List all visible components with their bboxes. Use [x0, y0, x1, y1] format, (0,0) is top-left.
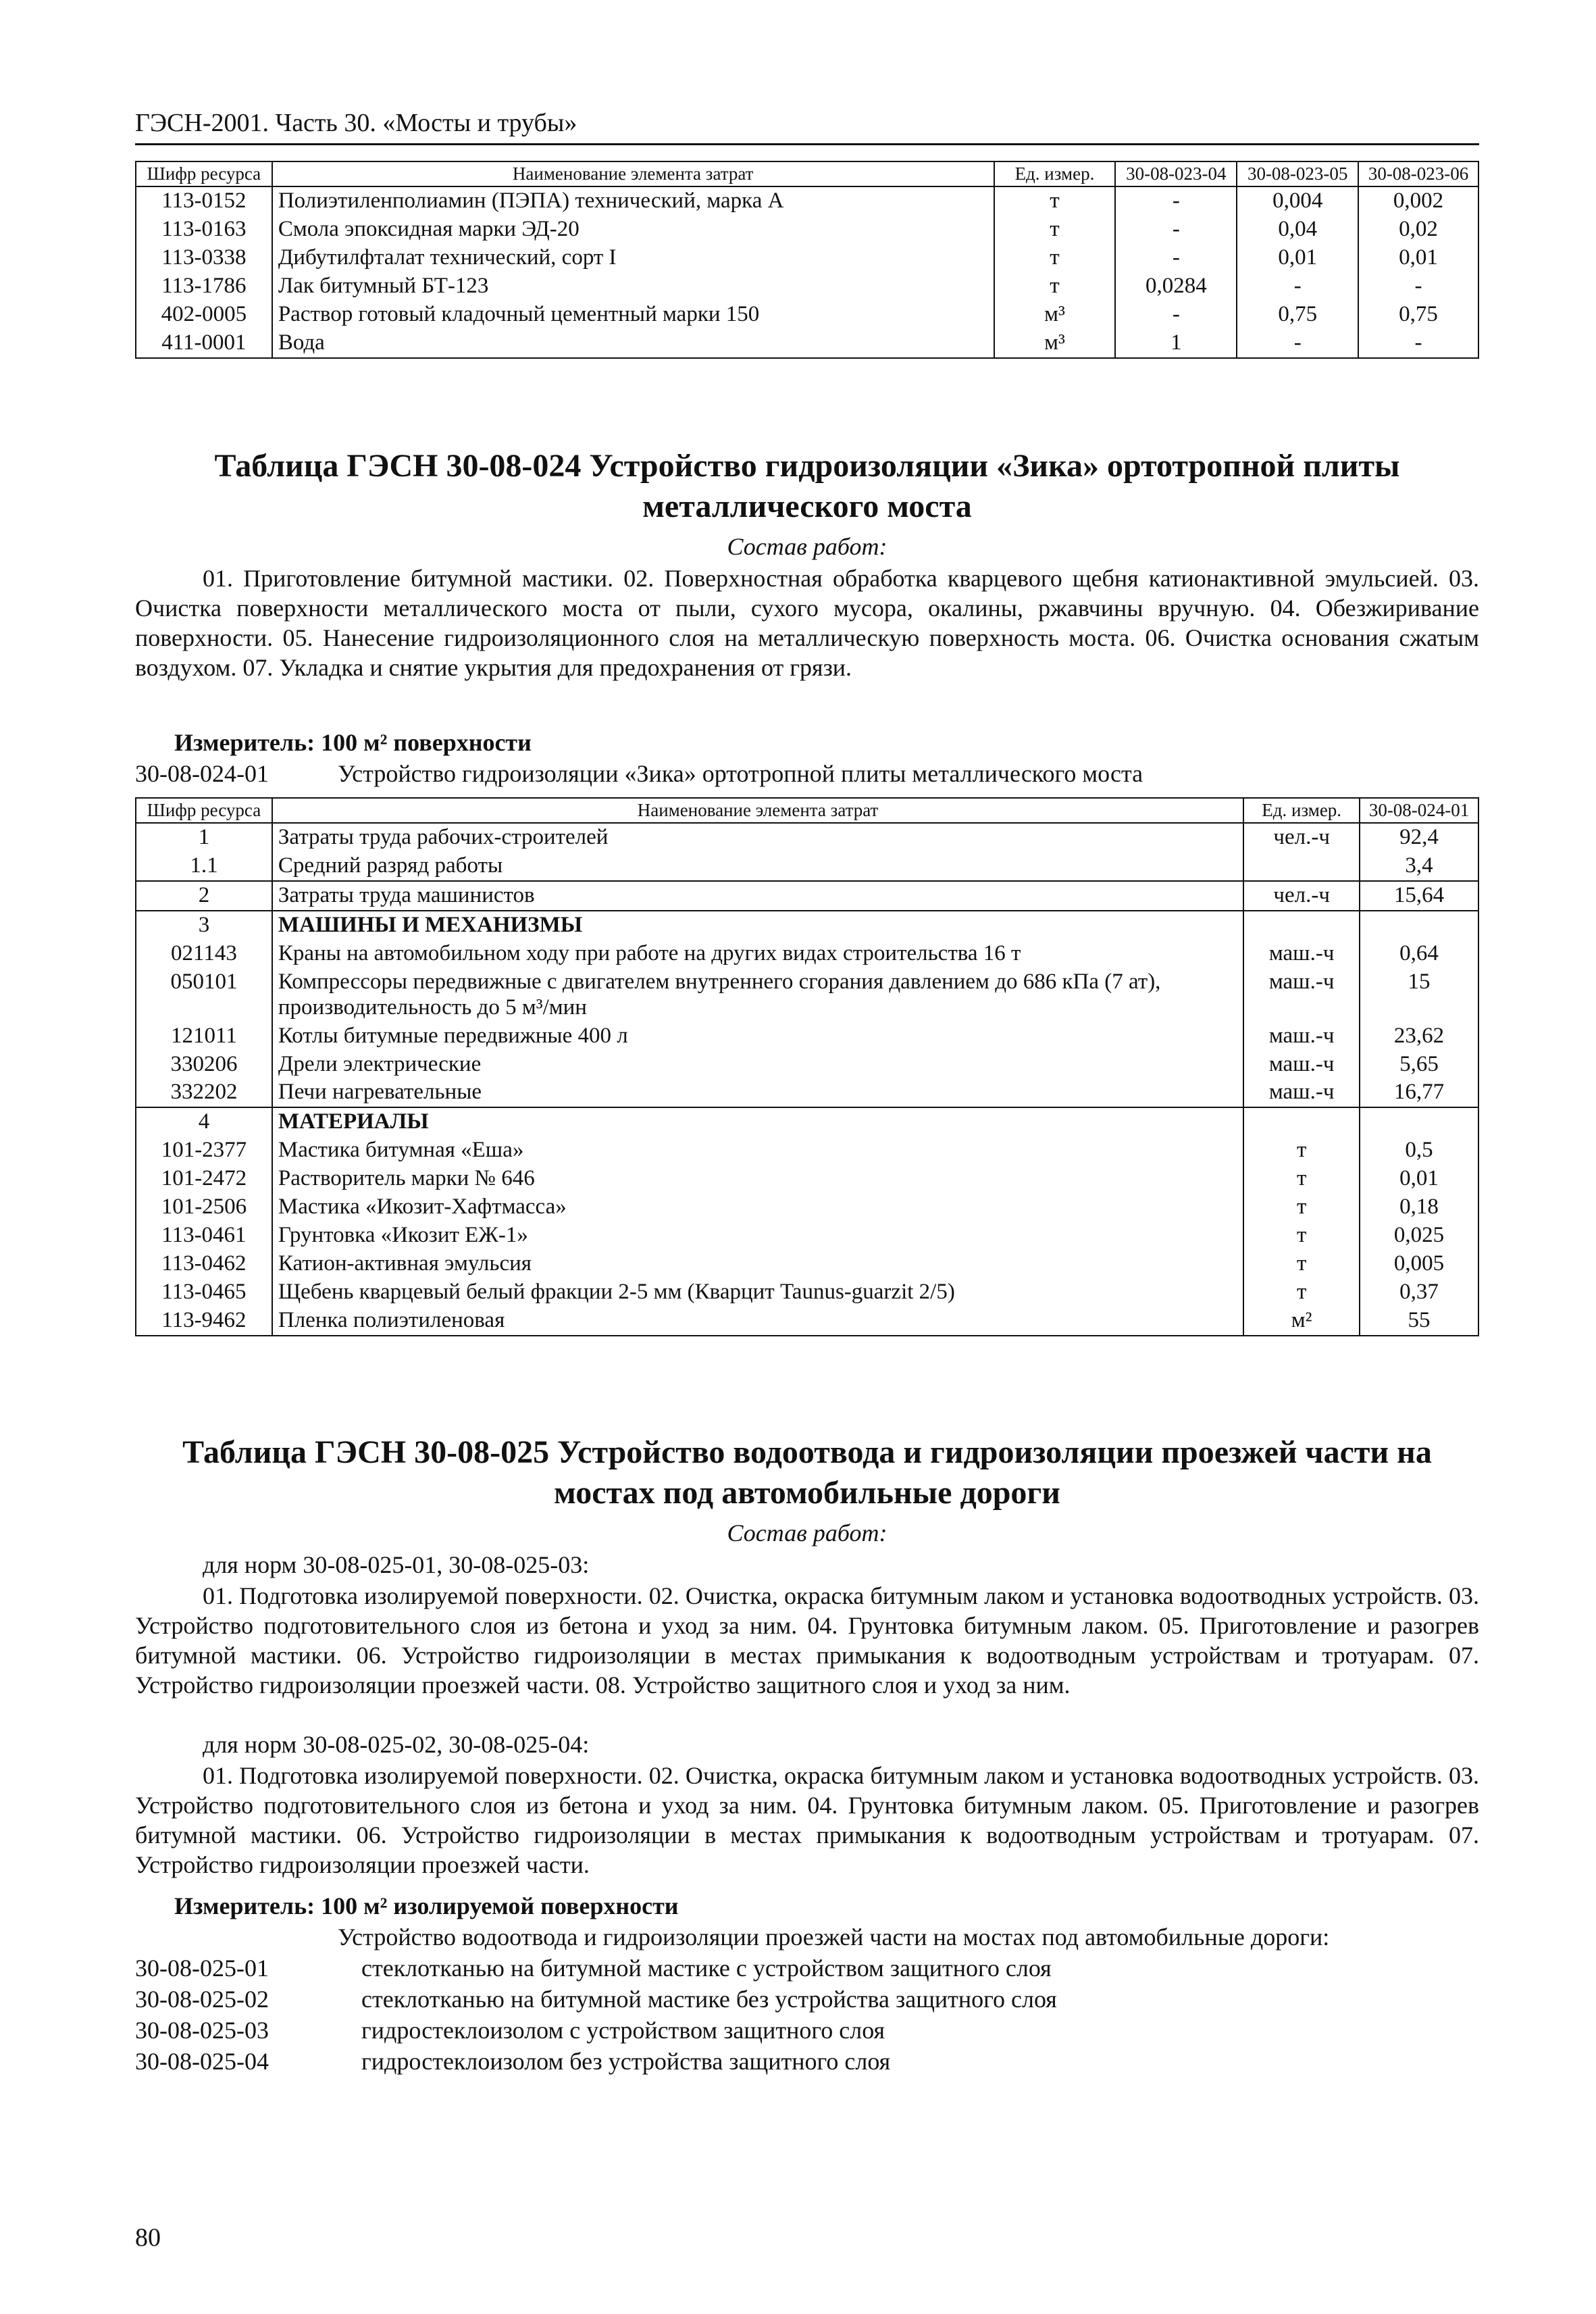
table-row	[136, 1022, 1478, 1051]
table-row	[136, 911, 1478, 940]
cell-value: 55	[1360, 1307, 1478, 1336]
cell-value: 0,01	[1237, 244, 1358, 272]
cell-code: 330206	[136, 1051, 272, 1079]
cell-code: 113-0338	[136, 244, 272, 272]
cell-code: 4	[136, 1107, 272, 1136]
cell-value: -	[1115, 301, 1237, 329]
header-norm: 30-08-024-01	[1360, 798, 1478, 823]
norms-scope-2: для норм 30-08-025-02, 30-08-025-04:	[203, 1731, 590, 1758]
table-row	[136, 186, 1478, 216]
cell-name: Мастика «Икозит-Хафтмасса»	[272, 1193, 1243, 1222]
cell-unit: т	[1243, 1222, 1360, 1250]
section-024-measure: Измеритель: 100 м² поверхности	[174, 729, 532, 756]
table-row	[136, 1250, 1478, 1278]
cell-value: 0,75	[1358, 301, 1478, 329]
table-row	[136, 968, 1478, 1022]
cell-unit: маш.-ч	[1243, 968, 1360, 1022]
cell-unit: т	[994, 216, 1116, 244]
cell-code: 050101	[136, 968, 272, 1022]
cell-name: Смола эпоксидная марки ЭД-20	[272, 216, 994, 244]
norm-line: 30-08-025-03 гидростеклоизолом с устройством защитного слоя	[135, 2017, 885, 2044]
cell-unit: т	[994, 186, 1116, 216]
cell-value: 3,4	[1360, 852, 1478, 881]
cell-value: 23,62	[1360, 1022, 1478, 1051]
table-header-row	[136, 798, 1478, 823]
table-row	[136, 1165, 1478, 1193]
cell-name: Котлы битумные передвижные 400 л	[272, 1022, 1243, 1051]
cell-code: 113-0461	[136, 1222, 272, 1250]
table-row	[136, 1307, 1478, 1336]
cell-value: 0,002	[1358, 186, 1478, 216]
section-024-subtitle: Состав работ:	[727, 533, 887, 560]
cell-name: МАТЕРИАЛЫ	[272, 1107, 1243, 1136]
cell-code: 101-2377	[136, 1136, 272, 1165]
table-row	[136, 1193, 1478, 1222]
cell-code: 113-9462	[136, 1307, 272, 1336]
section-025-measure: Измеритель: 100 м² изолируемой поверхности	[174, 1892, 679, 1919]
cell-unit: маш.-ч	[1243, 1051, 1360, 1079]
section-025-title: Таблица ГЭСН 30-08-025 Устройство водоотвода и гидроизоляции проезжей части на мостах под автомобильные дороги	[182, 1434, 1432, 1511]
cell-value	[1360, 1107, 1478, 1136]
cell-name: Вода	[272, 329, 994, 358]
cell-code: 113-0163	[136, 216, 272, 244]
resources-table-023	[135, 161, 1479, 359]
cell-unit: маш.-ч	[1243, 1078, 1360, 1107]
table-row	[136, 216, 1478, 244]
norm-line: 30-08-025-04 гидростеклоизолом без устройства защитного слоя	[135, 2048, 891, 2075]
header-unit: Ед. измер.	[1243, 798, 1360, 823]
norm-line: 30-08-025-01 стеклотканью на битумной мастике с устройством защитного слоя	[135, 1955, 1052, 1982]
cell-value: -	[1115, 186, 1237, 216]
cell-name: Затраты труда рабочих-строителей	[272, 823, 1243, 852]
cell-value: 0,64	[1360, 940, 1478, 968]
table-row	[136, 1222, 1478, 1250]
cell-unit: т	[1243, 1193, 1360, 1222]
page-header: ГЭСН-2001. Часть 30. «Мосты и трубы»	[135, 108, 1479, 145]
table-row	[136, 1107, 1478, 1136]
section-024-title: Таблица ГЭСН 30-08-024 Устройство гидроизоляции «Зика» ортотропной плиты металлического моста	[214, 448, 1400, 524]
cell-value: 0,37	[1360, 1278, 1478, 1307]
cell-name: Краны на автомобильном ходу при работе на других видах строительства 16 т	[272, 940, 1243, 968]
cell-unit: чел.-ч	[1243, 823, 1360, 852]
cell-unit: маш.-ч	[1243, 1022, 1360, 1051]
cell-value: -	[1358, 272, 1478, 301]
section-024-norm: 30-08-024-01 Устройство гидроизоляции «Зика» ортотропной плиты металлического моста	[135, 760, 1143, 787]
header-name: Наименование элемента затрат	[272, 161, 994, 186]
resources-table-024	[135, 797, 1479, 1336]
table-row	[136, 301, 1478, 329]
cell-unit	[1243, 1107, 1360, 1136]
cell-value: 16,77	[1360, 1078, 1478, 1107]
cell-name: Пленка полиэтиленовая	[272, 1307, 1243, 1336]
cell-unit: т	[1243, 1278, 1360, 1307]
cell-name: Лак битумный БТ-123	[272, 272, 994, 301]
cell-name: Грунтовка «Икозит ЕЖ-1»	[272, 1222, 1243, 1250]
norm-line: 30-08-025-02 стеклотканью на битумной мастике без устройства защитного слоя	[135, 1986, 1057, 2013]
cell-value: -	[1237, 272, 1358, 301]
cell-code: 101-2472	[136, 1165, 272, 1193]
header-name: Наименование элемента затрат	[272, 798, 1243, 823]
cell-value: 92,4	[1360, 823, 1478, 852]
cell-unit	[1243, 852, 1360, 881]
cell-value: 0,75	[1237, 301, 1358, 329]
cell-name: Компрессоры передвижные с двигателем внутреннего сгорания давлением до 686 кПа (7 ат), производительность до 5 м³/мин	[272, 968, 1243, 1022]
cell-value: -	[1237, 329, 1358, 358]
cell-value: 0,025	[1360, 1222, 1478, 1250]
cell-unit: т	[994, 244, 1116, 272]
cell-value: 0,02	[1358, 216, 1478, 244]
cell-name: Полиэтиленполиамин (ПЭПА) технический, марка А	[272, 186, 994, 216]
header-code: Шифр ресурса	[136, 798, 272, 823]
cell-code: 113-1786	[136, 272, 272, 301]
header-norm: 30-08-023-05	[1237, 161, 1358, 186]
table-header-row	[136, 161, 1478, 186]
cell-unit: м²	[1243, 1307, 1360, 1336]
cell-unit: т	[994, 272, 1116, 301]
cell-code: 101-2506	[136, 1193, 272, 1222]
cell-name: Щебень кварцевый белый фракции 2-5 мм (Кварцит Taunus-guarzit 2/5)	[272, 1278, 1243, 1307]
cell-unit: м³	[994, 329, 1116, 358]
cell-value: 0,01	[1360, 1165, 1478, 1193]
cell-value: 0,01	[1358, 244, 1478, 272]
cell-name: МАШИНЫ И МЕХАНИЗМЫ	[272, 911, 1243, 940]
cell-unit: чел.-ч	[1243, 881, 1360, 911]
cell-unit: маш.-ч	[1243, 940, 1360, 968]
cell-name: Дибутилфталат технический, сорт I	[272, 244, 994, 272]
table-row	[136, 940, 1478, 968]
cell-name: Затраты труда машинистов	[272, 881, 1243, 911]
cell-code: 1.1	[136, 852, 272, 881]
cell-code: 2	[136, 881, 272, 911]
cell-code: 332202	[136, 1078, 272, 1107]
cell-name: Катион-активная эмульсия	[272, 1250, 1243, 1278]
table-row	[136, 329, 1478, 358]
cell-value: 0,18	[1360, 1193, 1478, 1222]
section-025-works-2: 01. Подготовка изолируемой поверхности. 02. Очистка, окраска битумным лаком и установка водоотводных устройств. 03. Устройство подготовительного слоя из бетона и уход за ним. 04. Грунтовка битумным лаком. 05. Приготовление и разогрев битумной мастики. 06. Устройство гидроизоляции в местах примыкания к водоотводным устройствам и тротуарам. 07. Устройство гидроизоляции проезжей части.	[135, 1762, 1479, 1878]
section-025-norm-intro: Устройство водоотвода и гидроизоляции проезжей части на мостах под автомобильные дороги:	[338, 1923, 1330, 1951]
norms-scope-1: для норм 30-08-025-01, 30-08-025-03:	[203, 1551, 590, 1578]
cell-value: 0,5	[1360, 1136, 1478, 1165]
section-024-works: 01. Приготовление битумной мастики. 02. Поверхностная обработка кварцевого щебня катионактивной эмульсией. 03. Очистка поверхности металлического моста от пыли, сухого мусора, окалины, ржавчины вручную. 04. Обезжиривание поверхности. 05. Нанесение гидроизоляционного слоя на металлическую поверхность моста. 06. Очистка основания сжатым воздухом. 07. Укладка и снятие укрытия для предохранения от грязи.	[135, 565, 1479, 681]
cell-code: 113-0152	[136, 186, 272, 216]
table-row	[136, 244, 1478, 272]
cell-value: 5,65	[1360, 1051, 1478, 1079]
cell-unit: т	[1243, 1250, 1360, 1278]
cell-code: 1	[136, 823, 272, 852]
table-row	[136, 1278, 1478, 1307]
cell-value: 15,64	[1360, 881, 1478, 911]
cell-name: Печи нагревательные	[272, 1078, 1243, 1107]
cell-value: -	[1358, 329, 1478, 358]
table-row	[136, 881, 1478, 911]
cell-value: 0,004	[1237, 186, 1358, 216]
cell-name: Растворитель марки № 646	[272, 1165, 1243, 1193]
cell-code: 021143	[136, 940, 272, 968]
table-row	[136, 272, 1478, 301]
cell-value: 1	[1115, 329, 1237, 358]
table-row	[136, 1051, 1478, 1079]
cell-value: -	[1115, 244, 1237, 272]
cell-code: 411-0001	[136, 329, 272, 358]
cell-value: 0,005	[1360, 1250, 1478, 1278]
table-row	[136, 1136, 1478, 1165]
cell-name: Средний разряд работы	[272, 852, 1243, 881]
section-025-subtitle: Состав работ:	[727, 1519, 887, 1546]
table-row	[136, 823, 1478, 852]
cell-value: 0,04	[1237, 216, 1358, 244]
header-norm: 30-08-023-04	[1115, 161, 1237, 186]
cell-code: 402-0005	[136, 301, 272, 329]
header-code: Шифр ресурса	[136, 161, 272, 186]
cell-name: Дрели электрические	[272, 1051, 1243, 1079]
cell-code: 121011	[136, 1022, 272, 1051]
cell-unit: т	[1243, 1165, 1360, 1193]
cell-name: Мастика битумная «Еша»	[272, 1136, 1243, 1165]
header-norm: 30-08-023-06	[1358, 161, 1478, 186]
cell-unit: т	[1243, 1136, 1360, 1165]
cell-value	[1360, 911, 1478, 940]
cell-name: Раствор готовый кладочный цементный марки 150	[272, 301, 994, 329]
table-row	[136, 1078, 1478, 1107]
cell-unit	[1243, 911, 1360, 940]
cell-code: 113-0465	[136, 1278, 272, 1307]
cell-code: 113-0462	[136, 1250, 272, 1278]
cell-value: 15	[1360, 968, 1478, 1022]
page-number: 80	[135, 2223, 161, 2252]
cell-unit: м³	[994, 301, 1116, 329]
table-row	[136, 852, 1478, 881]
cell-value: 0,0284	[1115, 272, 1237, 301]
cell-value: -	[1115, 216, 1237, 244]
cell-code: 3	[136, 911, 272, 940]
header-unit: Ед. измер.	[994, 161, 1116, 186]
section-025-works-1: 01. Подготовка изолируемой поверхности. 02. Очистка, окраска битумным лаком и установка водоотводных устройств. 03. Устройство подготовительного слоя из бетона и уход за ним. 04. Грунтовка битумным лаком. 05. Приготовление и разогрев битумной мастики. 06. Устройство гидроизоляции в местах примыкания к водоотводным устройствам и тротуарам. 07. Устройство гидроизоляции проезжей части. 08. Устройство защитного слоя и уход за ним.	[135, 1582, 1479, 1699]
